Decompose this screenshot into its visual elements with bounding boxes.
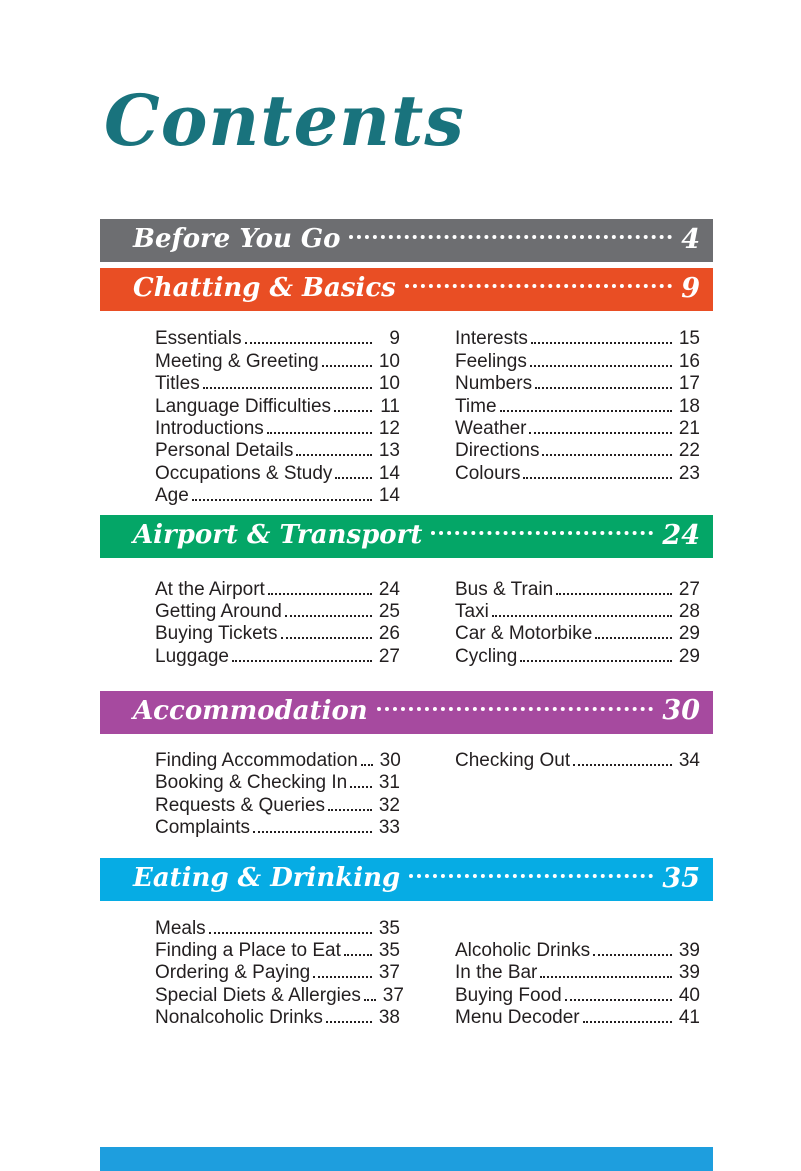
section-accommodation: [100, 691, 713, 859]
toc-entry: [155, 983, 404, 1006]
dot-leader: [344, 954, 372, 956]
toc-entry-label: Language Difficulties: [155, 395, 332, 417]
toc-entry-page-number: 39: [678, 940, 700, 962]
toc-entry: [455, 983, 700, 1005]
toc-entry-page-number: 25: [378, 600, 400, 622]
toc-entry-page-number: 38: [378, 1007, 400, 1029]
dot-leader: [285, 615, 372, 617]
toc-entry-label: Personal Details: [155, 440, 294, 462]
toc-entry: [155, 916, 400, 938]
section-item-columns: [100, 901, 713, 1028]
toc-entry-page-number: 35: [378, 917, 400, 939]
toc-entry: [455, 644, 700, 666]
right-column: [455, 327, 700, 506]
section-item-columns: [100, 311, 713, 515]
toc-entry: [455, 939, 700, 961]
toc-entry: [155, 644, 400, 666]
section-item-columns: [100, 558, 713, 691]
toc-entry: [155, 439, 400, 461]
dot-leader: [377, 707, 654, 711]
toc-entry-page-number: 29: [678, 645, 700, 667]
toc-entry-label: Time: [455, 395, 497, 417]
toc-entry-page-number: 33: [378, 817, 400, 839]
toc-entry: [155, 349, 400, 371]
toc-entry-label: Occupations & Study: [155, 462, 333, 484]
toc-entry-page-number: 17: [678, 373, 700, 395]
toc-entry-label: Buying Food: [455, 984, 562, 1006]
content-area: [100, 0, 713, 1028]
toc-entry-label: Ordering & Paying: [155, 962, 311, 984]
toc-entry: [455, 961, 700, 983]
dot-leader: [326, 1021, 372, 1023]
toc-entry-label: Luggage: [155, 645, 229, 667]
section-bar-airport-and-transport: [100, 515, 713, 558]
toc-entry-page-number: 11: [380, 395, 400, 417]
toc-entry-page-number: 26: [378, 623, 400, 645]
toc-entry-page-number: 14: [378, 485, 400, 507]
toc-entry-label: Alcoholic Drinks: [455, 940, 591, 962]
toc-entry: [155, 939, 400, 961]
toc-entry-page-number: 34: [678, 750, 700, 772]
toc-entry-page-number: 40: [678, 984, 700, 1006]
section-bar-accommodation: [100, 691, 713, 734]
left-column: [155, 749, 400, 839]
toc-entry-page-number: 41: [678, 1007, 700, 1029]
toc-entry-label: At the Airport: [155, 578, 265, 600]
dot-leader: [232, 660, 372, 662]
toc-entry-page-number: 12: [378, 417, 400, 439]
right-column: [455, 577, 700, 667]
toc-entry-page-number: 32: [378, 794, 400, 816]
section-airport-and-transport: [100, 515, 713, 691]
right-column: [455, 749, 700, 839]
toc-entry: [455, 461, 700, 483]
toc-entry-label: Special Diets & Allergies: [155, 984, 361, 1006]
toc-entry-page-number: 21: [678, 417, 700, 439]
dot-leader: [565, 999, 672, 1001]
dot-leader: [530, 365, 672, 367]
toc-entry: [155, 461, 400, 483]
dot-leader: [573, 764, 672, 766]
toc-entry: [455, 327, 700, 349]
dot-leader: [431, 531, 653, 535]
dot-leader: [535, 387, 672, 389]
toc-entry: [455, 600, 700, 622]
toc-entry-label: Titles: [155, 373, 200, 395]
toc-entry: [155, 577, 400, 599]
toc-entry-label: Checking Out: [455, 750, 571, 772]
toc-entry-page-number: 13: [378, 440, 400, 462]
toc-entry: [155, 961, 400, 983]
section-title: Eating & Drinking: [133, 863, 401, 894]
toc-entry: [155, 793, 400, 815]
toc-entry: [455, 417, 700, 439]
dot-leader: [296, 454, 372, 456]
toc-entry-label: Feelings: [455, 350, 527, 372]
dot-leader: [209, 932, 372, 934]
dot-leader: [409, 874, 653, 878]
toc-entry-label: Requests & Queries: [155, 794, 326, 816]
toc-entry-page-number: 35: [378, 940, 400, 962]
toc-entry-page-number: 15: [678, 328, 700, 350]
toc-entry-label: Cycling: [455, 645, 518, 667]
toc-entry-label: Taxi: [455, 600, 489, 622]
dot-leader: [253, 831, 372, 833]
dot-leader: [542, 454, 672, 456]
section-bar-eating-and-drinking: [100, 858, 713, 901]
dot-leader: [361, 764, 373, 766]
section-title: Before You Go: [133, 224, 341, 254]
left-column: [155, 327, 400, 506]
toc-entry-page-number: 16: [678, 350, 700, 372]
toc-entry-label: Introductions: [155, 417, 264, 439]
toc-entry: [455, 394, 700, 416]
toc-entry-page-number: 37: [382, 984, 404, 1006]
toc-entry: [155, 771, 400, 793]
section-page-number: 9: [681, 272, 700, 304]
toc-entry: [155, 600, 400, 622]
toc-entry-label: Nonalcoholic Drinks: [155, 1007, 323, 1029]
toc-entry: [455, 439, 700, 461]
dot-leader: [322, 365, 372, 367]
toc-entry: [155, 749, 400, 771]
toc-entry-page-number: 14: [378, 462, 400, 484]
toc-entry-page-number: 18: [678, 395, 700, 417]
toc-entry-page-number: 10: [378, 373, 400, 395]
dot-leader: [405, 284, 672, 288]
toc-entry: [155, 327, 400, 349]
dot-leader: [529, 432, 672, 434]
section-title: Accommodation: [133, 695, 368, 726]
section-title: Chatting & Basics: [133, 273, 396, 303]
dot-leader: [531, 342, 672, 344]
dot-leader: [203, 387, 372, 389]
toc-entry-page-number: 39: [678, 962, 700, 984]
toc-entry: [455, 577, 700, 599]
toc-entry: [155, 417, 400, 439]
dot-leader: [492, 615, 672, 617]
toc-entry: [155, 372, 400, 394]
toc-entry-label: Booking & Checking In: [155, 772, 348, 794]
dot-leader: [267, 432, 372, 434]
right-column: [455, 939, 700, 1029]
toc-entry-label: Essentials: [155, 328, 242, 350]
toc-entry-page-number: 30: [379, 750, 401, 772]
toc-entry-label: Weather: [455, 417, 527, 439]
dot-leader: [245, 342, 372, 344]
section-item-columns: [100, 734, 713, 859]
toc-entry-page-number: 31: [378, 772, 400, 794]
dot-leader: [540, 976, 672, 978]
next-section-bar-partial: [100, 1147, 713, 1171]
toc-entry: [155, 622, 400, 644]
dot-leader: [335, 477, 372, 479]
toc-entry-label: Bus & Train: [455, 578, 554, 600]
section-page-number: 24: [662, 519, 700, 551]
toc-entry-label: Finding a Place to Eat: [155, 940, 341, 962]
toc-entry: [455, 349, 700, 371]
dot-leader: [313, 976, 372, 978]
dot-leader: [523, 477, 672, 479]
dot-leader: [192, 499, 372, 501]
toc-entry-page-number: 29: [678, 623, 700, 645]
toc-entry-page-number: 27: [378, 645, 400, 667]
dot-leader: [334, 410, 372, 412]
toc-entry-label: Age: [155, 485, 189, 507]
dot-leader: [281, 637, 373, 639]
dot-leader: [350, 786, 372, 788]
toc-entry-label: Buying Tickets: [155, 623, 278, 645]
toc-entry: [455, 372, 700, 394]
page-title: Contents: [104, 79, 465, 162]
toc-entry-page-number: 22: [678, 440, 700, 462]
dot-leader: [520, 660, 672, 662]
toc-entry: [455, 622, 700, 644]
toc-entry-label: Getting Around: [155, 600, 282, 622]
dot-leader: [595, 637, 672, 639]
toc-entry: [155, 1006, 400, 1028]
section-before-you-go: [100, 219, 713, 262]
left-column: [155, 916, 404, 1029]
toc-entry-page-number: 9: [389, 328, 400, 350]
dot-leader: [500, 410, 672, 412]
toc-entry: [155, 484, 400, 506]
section-eating-and-drinking: [100, 858, 713, 1028]
toc-entry-label: Menu Decoder: [455, 1007, 580, 1029]
toc-entry-label: Interests: [455, 328, 528, 350]
left-column: [155, 577, 400, 667]
dot-leader: [583, 1021, 672, 1023]
dot-leader: [328, 809, 372, 811]
toc-entry: [155, 394, 400, 416]
toc-entry-label: Meeting & Greeting: [155, 350, 319, 372]
toc-entry-page-number: 37: [378, 962, 400, 984]
section-page-number: 35: [662, 862, 700, 894]
toc-entry-label: Numbers: [455, 373, 533, 395]
section-title: Airport & Transport: [133, 520, 423, 551]
toc-entry-label: Car & Motorbike: [455, 623, 593, 645]
toc-entry: [155, 816, 400, 838]
dot-leader: [593, 954, 672, 956]
toc-entry-label: Colours: [455, 462, 521, 484]
section-page-number: 30: [662, 695, 700, 727]
toc-entry-label: Finding Accommodation: [155, 750, 358, 772]
toc-entry: [455, 749, 700, 771]
dot-leader: [268, 593, 372, 595]
toc-entry-label: In the Bar: [455, 962, 538, 984]
dot-leader: [556, 593, 672, 595]
toc-entry-page-number: 27: [678, 578, 700, 600]
toc-entry-label: Directions: [455, 440, 540, 462]
section-chatting-and-basics: [100, 268, 713, 515]
toc-entry-page-number: 24: [378, 578, 400, 600]
section-page-number: 4: [681, 223, 700, 255]
dot-leader: [349, 235, 672, 239]
sections: [100, 219, 713, 1028]
toc-entry-page-number: 23: [678, 462, 700, 484]
section-bar-before-you-go: [100, 219, 713, 262]
toc-entry-page-number: 28: [678, 600, 700, 622]
toc-entry-label: Complaints: [155, 817, 251, 839]
dot-leader: [364, 999, 376, 1001]
toc-entry-page-number: 10: [378, 350, 400, 372]
toc-entry: [455, 1006, 700, 1028]
section-bar-chatting-and-basics: [100, 268, 713, 311]
toc-entry-label: Meals: [155, 917, 206, 939]
